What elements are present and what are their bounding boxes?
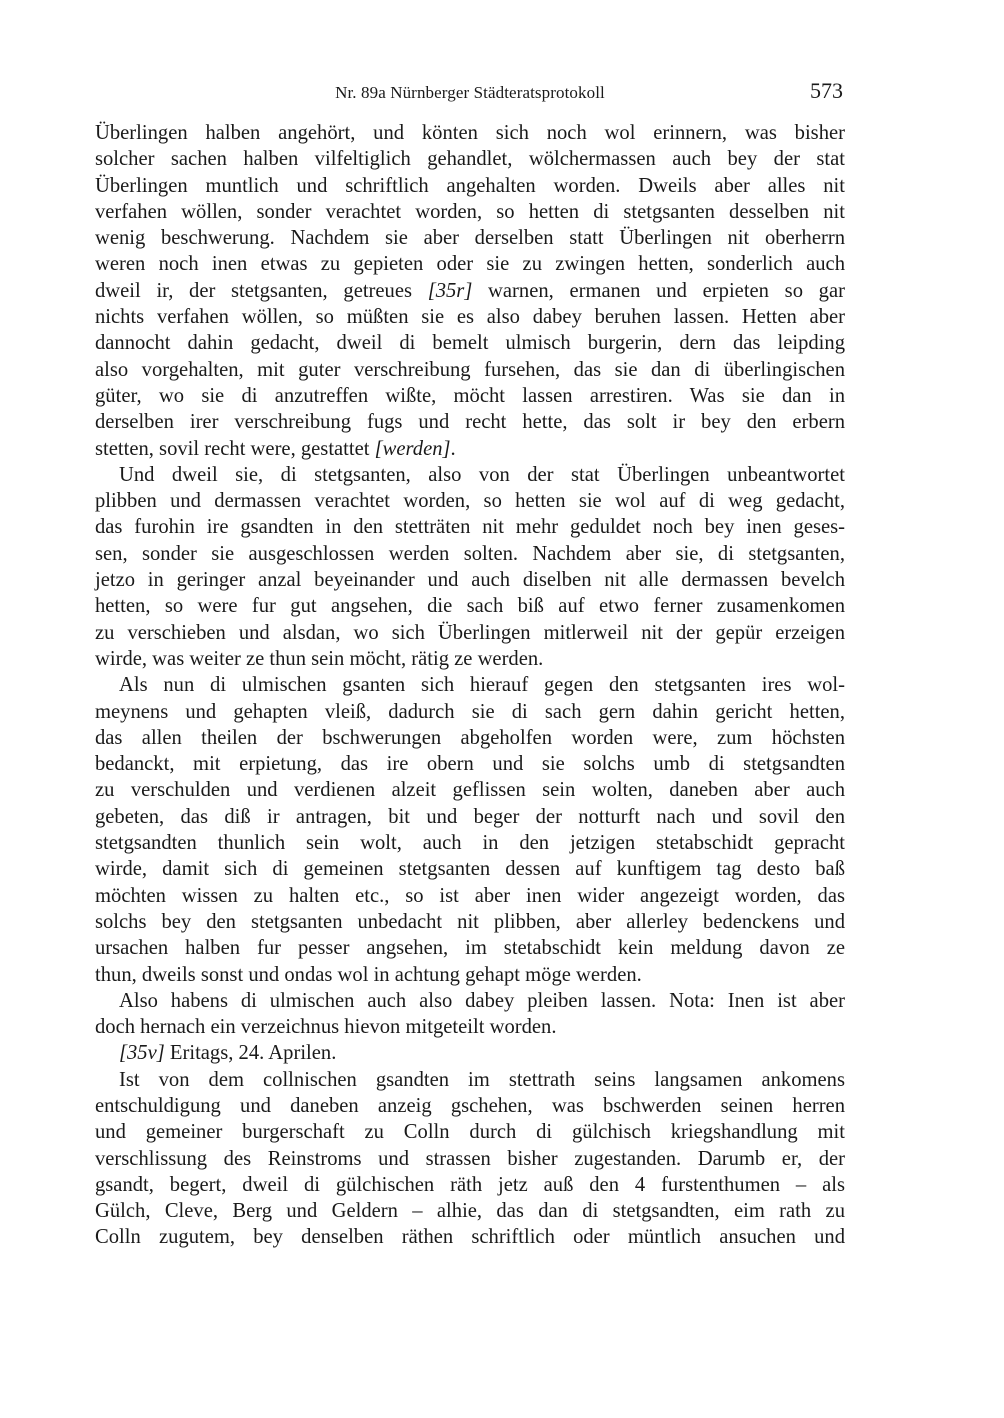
- paragraph-3: [95, 672, 845, 988]
- body-text: [95, 120, 845, 1251]
- paragraph-1: [95, 120, 845, 462]
- text-line: zu verschieben und alsdan, wo sich Überlingen mitlerweil nit der gepür erzeigen: [95, 621, 845, 644]
- text-line: wirde, damit sich di gemeinen stetgsanten dessen auf kunftigem tag desto baß: [95, 858, 845, 881]
- text-fragment: dweil ir, der stetgsanten, getreues: [95, 279, 428, 302]
- text-fragment: warnen, ermanen und erpieten so gar: [472, 279, 845, 302]
- text-line: solcher sachen halben vilfeltiglich gehandlet, wölchermassen auch bey der stat: [95, 148, 845, 171]
- text-line: nichts verfahen wöllen, so müßten sie es also dabey beruhen lassen. Hetten aber: [95, 306, 845, 329]
- text-line: sen, sonder sie ausgeschlossen werden solten. Nachdem aber sie, di stetgsanten,: [95, 542, 845, 565]
- paragraph-2: [95, 462, 845, 672]
- text-line: möchten wissen zu halten etc., so ist aber inen wider angezeigt worden, das: [95, 884, 845, 907]
- text-fragment: stetten, sovil recht were, gestattet: [95, 437, 375, 460]
- text-line: wenig beschwerung. Nachdem sie aber derselben statt Überlingen nit oberherrn: [95, 227, 845, 250]
- text-line: stetgsandten thunlich sein wolt, auch in den jetzigen stetabschidt gepracht: [95, 832, 845, 855]
- text-line: gebeten, das diß ir antragen, bit und beger der notturft nach und sovil den: [95, 805, 845, 828]
- page-number: 573: [810, 78, 843, 103]
- date-text: Eritags, 24. Aprilen.: [164, 1042, 337, 1065]
- editorial-insertion: [werden]: [374, 437, 451, 460]
- text-line: [95, 436, 845, 462]
- text-line: das furohin ire gsandten in den stetträten nit mehr geduldet noch bey inen geses-: [95, 516, 845, 539]
- text-line: doch hernach ein verzeichnus hievon mitgeteilt worden.: [95, 1016, 557, 1039]
- text-line: gsandt, begert, dweil di gülchischen räth jetz auß den 4 furstenthumen – als: [95, 1173, 845, 1196]
- text-line: verschlissung des Reinstroms und strassen bisher zugestanden. Darumb er, der: [95, 1147, 845, 1170]
- text-line: zu verschulden und verdienen alzeit geflissen sein wolten, daneben aber auch: [95, 779, 845, 802]
- text-line: [95, 278, 845, 304]
- text-line: güter, wo sie di anzutreffen wißte, möcht lassen arrestiren. Was sie dan in: [95, 384, 845, 407]
- text-line: thun, dweils sonst und ondas wol in achtung gehapt möge werden.: [95, 963, 642, 986]
- text-line: dannocht dahin gedacht, dweil di bemelt ulmisch burgerin, dern das leipding: [95, 332, 845, 355]
- text-line: Überlingen halben angehört, und könten sich noch wol erinnern, was bisher: [95, 122, 845, 144]
- text-line: jetzo in geringer anzal beyeinander und auch diselben nit alle dermassen bevelch: [95, 569, 845, 592]
- text-line: Gülch, Cleve, Berg und Geldern – alhie, das dan di stetgsandten, eim rath zu: [95, 1200, 845, 1223]
- text-line: plibben und dermassen verachtet worden, so hetten sie wol auf di weg gedacht,: [95, 490, 845, 513]
- text-line: Colln zugutem, bey denselben räthen schriftlich oder müntlich ansuchen und: [95, 1226, 845, 1249]
- text-line: entschuldigung und daneben anzeig gschehen, was bschwerden seinen herren: [95, 1094, 845, 1117]
- text-line: Als nun di ulmischen gsanten sich hierauf gegen den stetgsanten ires wol-: [119, 674, 845, 697]
- paragraph-6: [95, 1067, 845, 1251]
- text-line: also vorgehalten, mit guter verschreibung fursehen, das sie dan di überlingischen: [95, 358, 845, 381]
- running-title: Nr. 89a Nürnberger Städteratsprotokoll: [335, 83, 605, 102]
- text-line: Und dweil sie, di stetgsanten, also von der stat Überlingen unbeantwortet: [119, 463, 845, 486]
- text-line: Überlingen muntlich und schriftlich angehalten worden. Dweils aber alles nit: [95, 174, 845, 197]
- text-fragment: .: [450, 437, 456, 460]
- folio-marker: [35r]: [427, 279, 473, 302]
- text-line: hetten, so were fur gut angsehen, die sach biß auf etwo ferner zusamenkomen: [95, 595, 845, 618]
- folio-marker: [35v]: [119, 1042, 165, 1065]
- text-line: ursachen halben fur pesser angsehen, im stetabschidt kein meldung davon ze: [95, 937, 845, 960]
- text-line: verfahen wöllen, sonder verachtet worden, so hetten di stetgsanten desselben nit: [95, 200, 845, 223]
- text-line: derselben irer verschreibung fugs und recht hette, das solt ir bey den erbern: [95, 411, 845, 434]
- text-line: und gemeiner burgerschaft zu Colln durch di gülchisch kriegshandlung mit: [95, 1121, 845, 1144]
- text-line: weren noch inen etwas zu gepieten oder sie zu zwingen hetten, sonderlich auch: [95, 253, 845, 276]
- text-line: solchs bey den stetgsanten unbedacht nit plibben, aber allerley bedenckens und: [95, 910, 845, 933]
- date-entry: [95, 1040, 845, 1066]
- text-line: Ist von dem collnischen gsandten im stettrath seins langsamen ankomens: [119, 1068, 845, 1091]
- text-line: Also habens di ulmischen auch also dabey pleiben lassen. Nota: Inen ist aber: [119, 989, 845, 1012]
- text-line: wirde, was weiter ze thun sein möcht, rätig ze werden.: [95, 647, 544, 670]
- text-line: das allen theilen der bschwerungen abgeholfen worden were, zum höchsten: [95, 726, 845, 749]
- text-line: meynens und gehapten vleiß, dadurch sie di sach gern dahin gericht hetten,: [95, 700, 845, 723]
- paragraph-4: [95, 988, 845, 1041]
- text-line: [95, 1040, 845, 1066]
- text-line: bedanckt, mit erpietung, das ire obern und sie solchs umb di stetgsandten: [95, 753, 845, 776]
- running-header: [95, 78, 845, 108]
